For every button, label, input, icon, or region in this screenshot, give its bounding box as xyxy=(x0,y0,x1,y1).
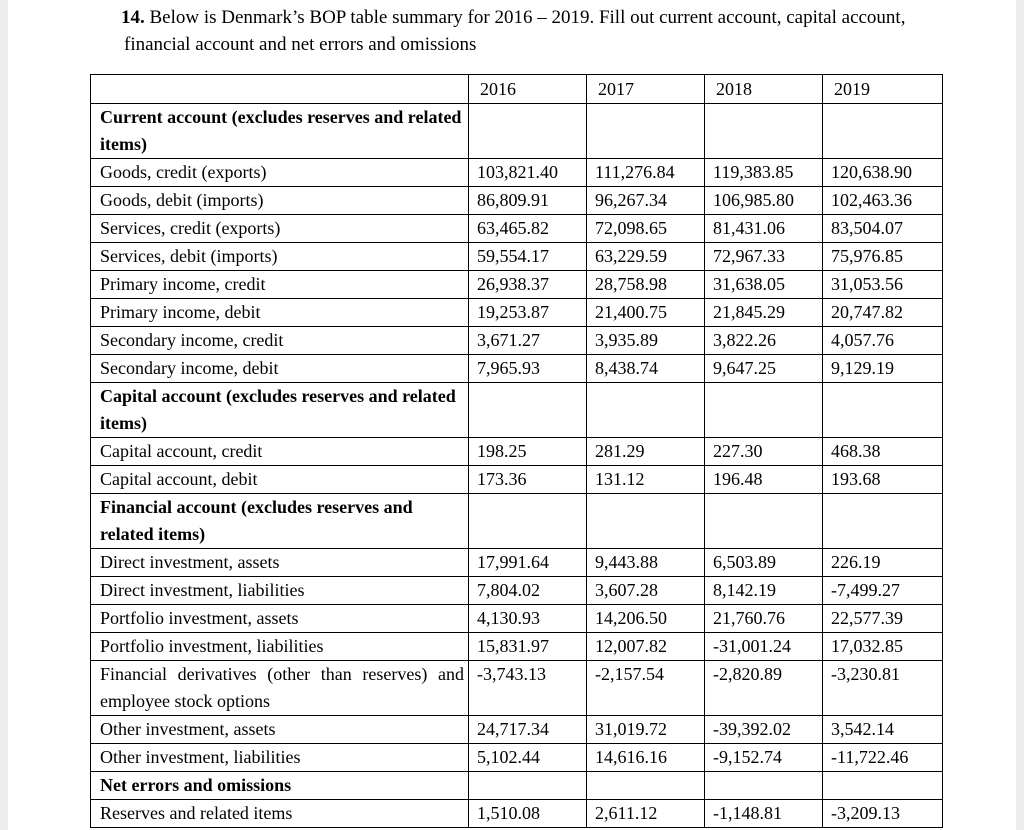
header-cell-year: 2017 xyxy=(587,75,705,104)
value-cell: 102,463.36 xyxy=(823,187,943,215)
value-cell: 19,253.87 xyxy=(469,299,587,327)
value-cell xyxy=(823,494,943,549)
value-cell: 63,465.82 xyxy=(469,215,587,243)
value-cell: 9,129.19 xyxy=(823,355,943,383)
value-cell xyxy=(705,383,823,438)
value-cell: -7,499.27 xyxy=(823,577,943,605)
value-cell: 281.29 xyxy=(587,438,705,466)
section-label: Net errors and omissions xyxy=(91,772,469,800)
table-row xyxy=(91,633,943,661)
value-cell: 103,821.40 xyxy=(469,159,587,187)
value-cell: 31,019.72 xyxy=(587,716,705,744)
table-row xyxy=(91,327,943,355)
value-cell: 131.12 xyxy=(587,466,705,494)
value-cell xyxy=(823,383,943,438)
right-margin-shade xyxy=(1016,0,1024,830)
row-label: Direct investment, liabilities xyxy=(91,577,469,605)
table-row xyxy=(91,355,943,383)
value-cell: -2,820.89 xyxy=(705,661,823,716)
row-label: Portfolio investment, assets xyxy=(91,605,469,633)
table-row xyxy=(91,271,943,299)
value-cell: 21,760.76 xyxy=(705,605,823,633)
value-cell: 86,809.91 xyxy=(469,187,587,215)
table-header-row xyxy=(91,75,943,104)
row-label: Secondary income, debit xyxy=(91,355,469,383)
value-cell: 9,647.25 xyxy=(705,355,823,383)
table-row xyxy=(91,549,943,577)
value-cell: 3,822.26 xyxy=(705,327,823,355)
value-cell: 120,638.90 xyxy=(823,159,943,187)
value-cell: 7,965.93 xyxy=(469,355,587,383)
value-cell xyxy=(469,104,587,159)
question-text xyxy=(121,4,984,58)
value-cell: 31,638.05 xyxy=(705,271,823,299)
value-cell: 6,503.89 xyxy=(705,549,823,577)
section-header-row xyxy=(91,772,943,800)
value-cell: -11,722.46 xyxy=(823,744,943,772)
value-cell: 4,130.93 xyxy=(469,605,587,633)
row-label: Other investment, assets xyxy=(91,716,469,744)
value-cell: 17,991.64 xyxy=(469,549,587,577)
table-row xyxy=(91,800,943,828)
table-row xyxy=(91,187,943,215)
table-row xyxy=(91,215,943,243)
question-line-1: Below is Denmark’s BOP table summary for 2016 – 2019. Fill out current account, capital account, xyxy=(149,7,906,28)
value-cell xyxy=(587,494,705,549)
value-cell: 72,967.33 xyxy=(705,243,823,271)
row-label: Secondary income, credit xyxy=(91,327,469,355)
value-cell: 227.30 xyxy=(705,438,823,466)
section-header-row xyxy=(91,383,943,438)
value-cell: 8,438.74 xyxy=(587,355,705,383)
value-cell: 14,616.16 xyxy=(587,744,705,772)
value-cell: 83,504.07 xyxy=(823,215,943,243)
header-cell-year: 2019 xyxy=(823,75,943,104)
value-cell: 28,758.98 xyxy=(587,271,705,299)
value-cell: -3,209.13 xyxy=(823,800,943,828)
table-row xyxy=(91,661,943,716)
header-cell-year: 2016 xyxy=(469,75,587,104)
value-cell xyxy=(469,383,587,438)
value-cell xyxy=(823,104,943,159)
value-cell: 193.68 xyxy=(823,466,943,494)
table-row xyxy=(91,744,943,772)
value-cell xyxy=(469,772,587,800)
section-label: Current account (excludes reserves and related items) xyxy=(91,104,469,159)
section-header-row xyxy=(91,104,943,159)
left-margin-shade xyxy=(0,0,8,830)
bop-table-body xyxy=(91,75,943,828)
row-label: Primary income, debit xyxy=(91,299,469,327)
value-cell xyxy=(587,772,705,800)
table-row xyxy=(91,243,943,271)
row-label: Direct investment, assets xyxy=(91,549,469,577)
value-cell xyxy=(823,772,943,800)
value-cell xyxy=(705,494,823,549)
value-cell: -9,152.74 xyxy=(705,744,823,772)
header-cell-year: 2018 xyxy=(705,75,823,104)
value-cell: 12,007.82 xyxy=(587,633,705,661)
row-label: Financial derivatives (other than reserves) and employee stock options xyxy=(91,661,469,716)
table-row xyxy=(91,716,943,744)
value-cell: 22,577.39 xyxy=(823,605,943,633)
value-cell: 7,804.02 xyxy=(469,577,587,605)
value-cell: 96,267.34 xyxy=(587,187,705,215)
table-row xyxy=(91,299,943,327)
value-cell: 4,057.76 xyxy=(823,327,943,355)
value-cell: 198.25 xyxy=(469,438,587,466)
section-label: Financial account (excludes reserves and related items) xyxy=(91,494,469,549)
table-row xyxy=(91,577,943,605)
value-cell: 8,142.19 xyxy=(705,577,823,605)
value-cell xyxy=(705,772,823,800)
row-label: Portfolio investment, liabilities xyxy=(91,633,469,661)
value-cell: -2,157.54 xyxy=(587,661,705,716)
value-cell: -31,001.24 xyxy=(705,633,823,661)
value-cell: 5,102.44 xyxy=(469,744,587,772)
value-cell: 3,542.14 xyxy=(823,716,943,744)
value-cell: 196.48 xyxy=(705,466,823,494)
row-label: Services, debit (imports) xyxy=(91,243,469,271)
value-cell xyxy=(469,494,587,549)
question-line-2: financial account and net errors and omissions xyxy=(124,34,477,55)
row-label: Capital account, credit xyxy=(91,438,469,466)
value-cell: 468.38 xyxy=(823,438,943,466)
value-cell: 21,400.75 xyxy=(587,299,705,327)
row-label: Goods, debit (imports) xyxy=(91,187,469,215)
value-cell: 173.36 xyxy=(469,466,587,494)
value-cell: 24,717.34 xyxy=(469,716,587,744)
row-label: Goods, credit (exports) xyxy=(91,159,469,187)
value-cell: 3,607.28 xyxy=(587,577,705,605)
table-row xyxy=(91,605,943,633)
value-cell: 9,443.88 xyxy=(587,549,705,577)
value-cell: 72,098.65 xyxy=(587,215,705,243)
value-cell: 20,747.82 xyxy=(823,299,943,327)
table-row xyxy=(91,466,943,494)
row-label: Services, credit (exports) xyxy=(91,215,469,243)
value-cell: -3,743.13 xyxy=(469,661,587,716)
value-cell: 15,831.97 xyxy=(469,633,587,661)
value-cell: 63,229.59 xyxy=(587,243,705,271)
value-cell: 59,554.17 xyxy=(469,243,587,271)
row-label: Other investment, liabilities xyxy=(91,744,469,772)
value-cell: -39,392.02 xyxy=(705,716,823,744)
row-label: Reserves and related items xyxy=(91,800,469,828)
value-cell: 26,938.37 xyxy=(469,271,587,299)
row-label: Primary income, credit xyxy=(91,271,469,299)
row-label: Capital account, debit xyxy=(91,466,469,494)
value-cell xyxy=(587,104,705,159)
value-cell: 3,671.27 xyxy=(469,327,587,355)
value-cell: 1,510.08 xyxy=(469,800,587,828)
value-cell: 2,611.12 xyxy=(587,800,705,828)
section-label: Capital account (excludes reserves and related items) xyxy=(91,383,469,438)
section-header-row xyxy=(91,494,943,549)
value-cell: 106,985.80 xyxy=(705,187,823,215)
value-cell: -1,148.81 xyxy=(705,800,823,828)
value-cell: 75,976.85 xyxy=(823,243,943,271)
table-row xyxy=(91,438,943,466)
value-cell: -3,230.81 xyxy=(823,661,943,716)
value-cell: 31,053.56 xyxy=(823,271,943,299)
question-number: 14. xyxy=(121,7,145,28)
value-cell: 119,383.85 xyxy=(705,159,823,187)
value-cell: 14,206.50 xyxy=(587,605,705,633)
value-cell: 81,431.06 xyxy=(705,215,823,243)
value-cell xyxy=(705,104,823,159)
header-cell-label xyxy=(91,75,469,104)
value-cell: 111,276.84 xyxy=(587,159,705,187)
value-cell: 21,845.29 xyxy=(705,299,823,327)
value-cell: 17,032.85 xyxy=(823,633,943,661)
bop-table xyxy=(90,74,943,828)
table-row xyxy=(91,159,943,187)
value-cell: 3,935.89 xyxy=(587,327,705,355)
value-cell xyxy=(587,383,705,438)
value-cell: 226.19 xyxy=(823,549,943,577)
